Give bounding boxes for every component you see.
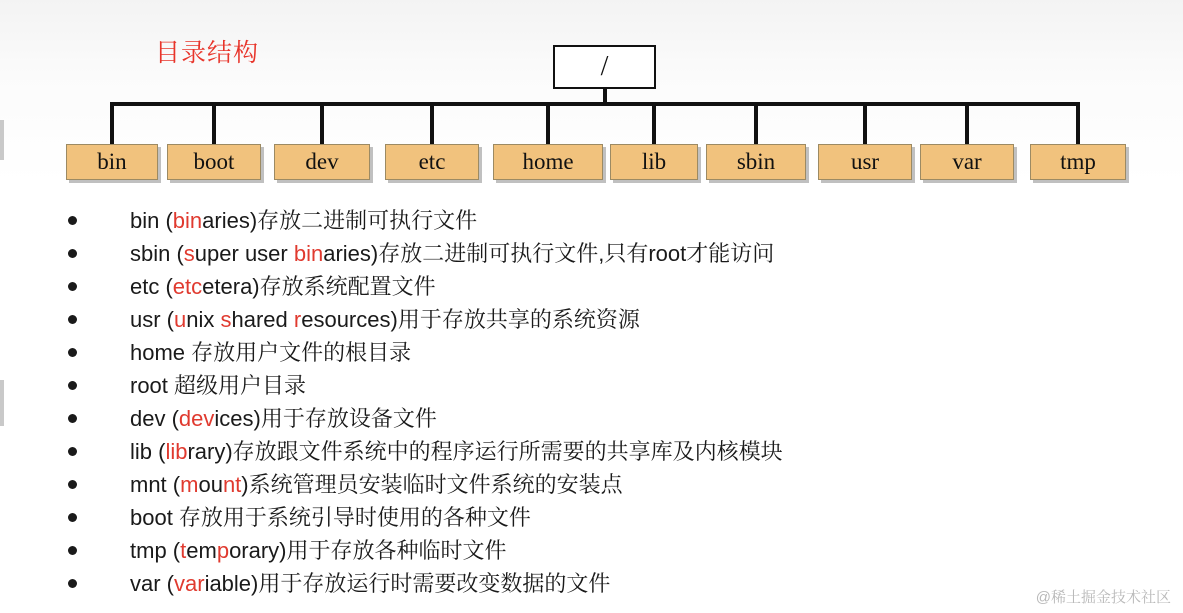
list-item-text (130, 304, 640, 335)
text-segment: aries)存放二进制可执行文件,只有root才能访问 (323, 241, 775, 266)
bullet-dot-icon (68, 282, 77, 291)
list-item-text (130, 403, 437, 434)
tree-node-tmp: tmp (1030, 144, 1126, 180)
list-item (62, 205, 1162, 238)
list-item-text (130, 337, 411, 368)
text-segment: uper user (194, 241, 294, 266)
text-segment: var (174, 571, 205, 596)
tree-node-usr: usr (818, 144, 912, 180)
tree-node-dev: dev (274, 144, 370, 180)
tree-node-etc: etc (385, 144, 479, 180)
text-segment: lib (165, 439, 188, 464)
list-item-text (130, 568, 610, 599)
text-segment: tmp ( (130, 538, 181, 563)
text-segment: s (183, 241, 195, 266)
page-title: 目录结构 (155, 39, 260, 67)
list-item (62, 238, 1162, 271)
text-segment: rary)存放跟文件系统中的程序运行所需要的共享库及内核模块 (187, 439, 783, 464)
tree-node-home: home (493, 144, 603, 180)
bullet-dot-icon (68, 447, 77, 456)
connector-drop-bin (110, 104, 114, 144)
left-edge-marker-bottom (0, 380, 4, 426)
list-item (62, 337, 1162, 370)
directory-description-list (62, 205, 1162, 601)
tree-root-node (553, 45, 656, 89)
text-segment: boot 存放用于系统引导时使用的各种文件 (130, 505, 531, 530)
tree-root-label: / (600, 51, 609, 82)
text-segment: esources)用于存放共享的系统资源 (301, 307, 640, 332)
tree-node-lib: lib (610, 144, 698, 180)
tree-node-boot: boot (167, 144, 261, 180)
list-item-text (130, 469, 623, 500)
text-segment: s (220, 307, 232, 332)
text-segment: ou (198, 472, 223, 497)
list-item (62, 304, 1162, 337)
connector-drop-sbin (754, 104, 758, 144)
list-item (62, 370, 1162, 403)
list-item (62, 403, 1162, 436)
list-item (62, 271, 1162, 304)
watermark: @稀土掘金技术社区 (1035, 589, 1171, 606)
list-item (62, 535, 1162, 568)
list-item-text (130, 271, 436, 302)
text-segment: )系统管理员安装临时文件系统的安装点 (241, 472, 623, 497)
text-segment: nix (186, 307, 221, 332)
text-segment: ices)用于存放设备文件 (214, 406, 437, 431)
list-item-text (130, 436, 783, 467)
text-segment: orary)用于存放各种临时文件 (229, 538, 507, 563)
bullet-dot-icon (68, 249, 77, 258)
text-segment: etc (172, 274, 203, 299)
text-segment: home 存放用户文件的根目录 (130, 340, 412, 365)
bullet-dot-icon (68, 216, 77, 225)
connector-drop-usr (863, 104, 867, 144)
text-segment: r (293, 307, 302, 332)
text-segment: etc ( (130, 274, 173, 299)
connector-drop-tmp (1076, 104, 1080, 144)
text-segment: bin ( (130, 208, 173, 233)
text-segment: sbin ( (130, 241, 184, 266)
connector-drop-var (965, 104, 969, 144)
list-item-text (130, 205, 477, 236)
text-segment: iable)用于存放运行时需要改变数据的文件 (204, 571, 611, 596)
bullet-dot-icon (68, 480, 77, 489)
bullet-dot-icon (68, 513, 77, 522)
connector-drop-home (546, 104, 550, 144)
bullet-dot-icon (68, 414, 77, 423)
tree-node-sbin: sbin (706, 144, 806, 180)
text-segment: hared (231, 307, 294, 332)
text-segment: root 超级用户目录 (130, 373, 307, 398)
tree-node-var: var (920, 144, 1014, 180)
text-segment: bin (293, 241, 324, 266)
text-segment: nt (222, 472, 242, 497)
tree-node-bin: bin (66, 144, 158, 180)
connector-horizontal-bus (110, 102, 1080, 106)
text-segment: aries)存放二进制可执行文件 (202, 208, 478, 233)
list-item (62, 568, 1162, 601)
list-item-text (130, 502, 531, 533)
bullet-dot-icon (68, 546, 77, 555)
text-segment: m (180, 472, 199, 497)
list-item-text (130, 370, 306, 401)
list-item (62, 436, 1162, 469)
text-segment: usr ( (130, 307, 174, 332)
text-segment: t (180, 538, 187, 563)
list-item-text (130, 238, 774, 269)
bullet-dot-icon (68, 315, 77, 324)
list-item (62, 469, 1162, 502)
bullet-dot-icon (68, 381, 77, 390)
text-segment: em (186, 538, 217, 563)
text-segment: u (174, 307, 187, 332)
list-item (62, 502, 1162, 535)
connector-drop-lib (652, 104, 656, 144)
connector-drop-etc (430, 104, 434, 144)
connector-drop-dev (320, 104, 324, 144)
text-segment: var ( (130, 571, 174, 596)
text-segment: mnt ( (130, 472, 181, 497)
text-segment: bin (172, 208, 203, 233)
text-segment: p (216, 538, 230, 563)
left-edge-marker-top (0, 120, 4, 160)
bullet-dot-icon (68, 579, 77, 588)
connector-drop-boot (212, 104, 216, 144)
text-segment: lib ( (130, 439, 166, 464)
bullet-dot-icon (68, 348, 77, 357)
text-segment: etera)存放系统配置文件 (202, 274, 436, 299)
text-segment: dev (178, 406, 215, 431)
text-segment: dev ( (130, 406, 179, 431)
list-item-text (130, 535, 507, 566)
